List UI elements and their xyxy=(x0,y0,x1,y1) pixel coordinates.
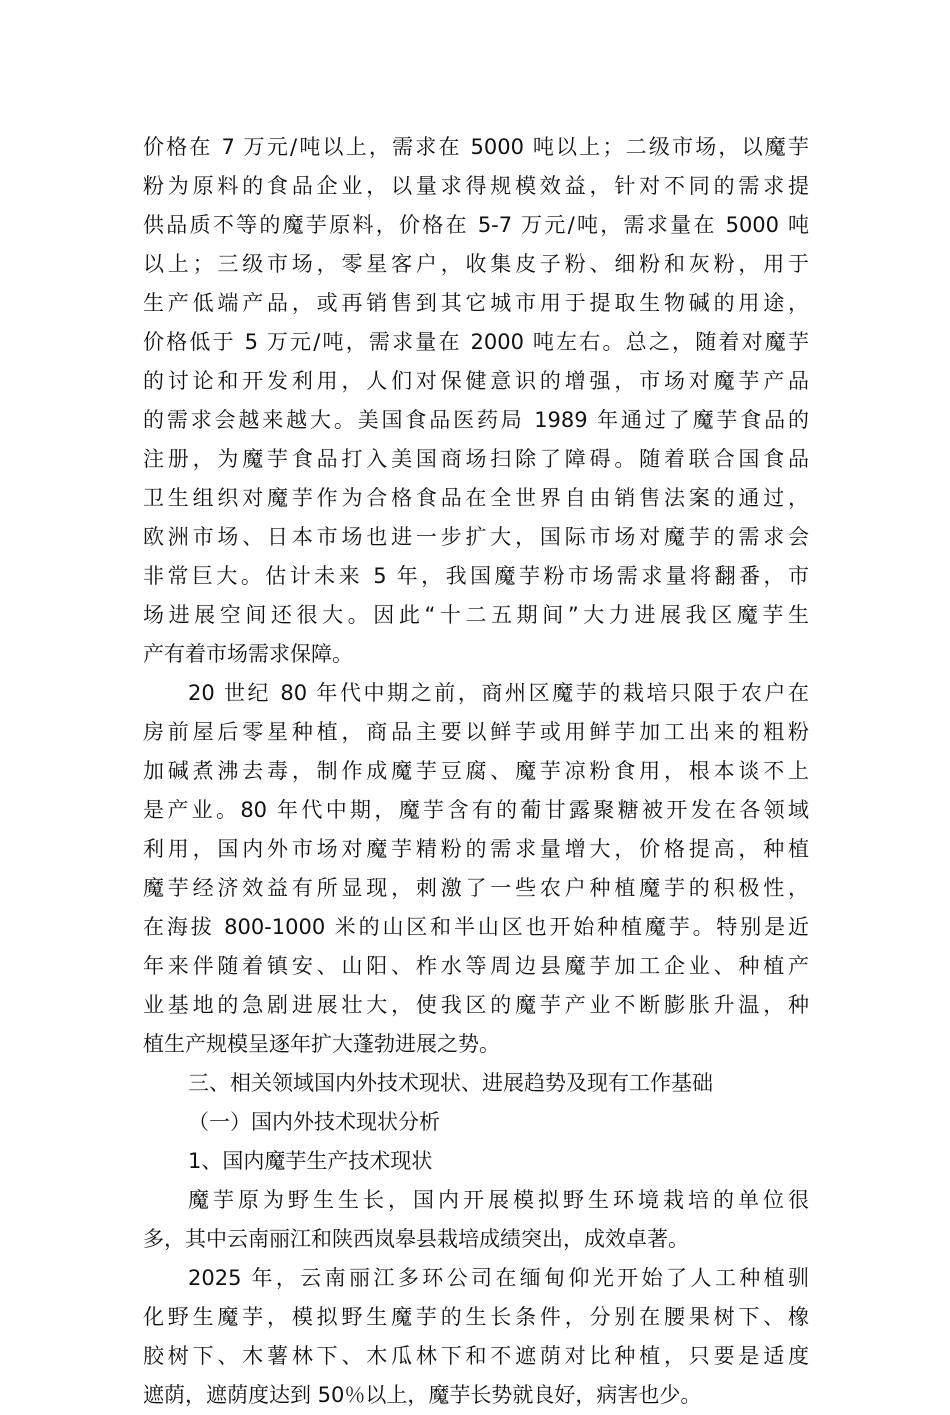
paragraph xyxy=(143,128,809,674)
text-line: 多，其中云南丽江和陕西岚皋县栽培成绩突出，成效卓著。 xyxy=(143,1227,689,1251)
paragraph xyxy=(143,1181,809,1259)
text-line: 的讨论和开发利用，人们对保健意识的增强，市场对魔芋产品 xyxy=(143,369,809,393)
paragraph xyxy=(143,1259,809,1415)
text-line: （一）国内外技术现状分析 xyxy=(188,1110,440,1134)
text-line: 欧洲市场、日本市场也进一步扩大，国际市场对魔芋的需求会 xyxy=(143,525,809,549)
text-line: 卫生组织对魔芋作为合格食品在全世界自由销售法案的通过， xyxy=(143,486,809,510)
text-line: 三、相关领域国内外技术现状、进展趋势及现有工作基础 xyxy=(188,1071,713,1095)
text-line: 加碱煮沸去毒，制作成魔芋豆腐、魔芋凉粉食用，根本谈不上 xyxy=(143,759,809,783)
text-line: 的需求会越来越大。美国食品医药局 1989 年通过了魔芋食品的 xyxy=(143,408,809,432)
text-line: 房前屋后零星种植，商品主要以鲜芋或用鲜芋加工出来的粗粉 xyxy=(143,720,809,744)
text-line: 20 世纪 80 年代中期之前，商州区魔芋的栽培只限于农户在 xyxy=(188,681,809,705)
text-line: 业基地的急剧进展壮大，使我区的魔芋产业不断膨胀升温，种 xyxy=(143,993,809,1017)
text-line: 2025 年，云南丽江多环公司在缅甸仰光开始了人工种植驯 xyxy=(188,1266,809,1290)
text-line: 遮荫，遮荫度达到 50％以上，魔芋长势就良好，病害也少。 xyxy=(143,1383,702,1407)
text-line: 非常巨大。估计未来 5 年，我国魔芋粉市场需求量将翻番，市 xyxy=(143,564,809,588)
text-line: 魔芋原为野生生长，国内开展模拟野生环境栽培的单位很 xyxy=(188,1188,809,1212)
text-line: 胶树下、木薯林下、木瓜林下和不遮荫对比种植，只要是适度 xyxy=(143,1344,809,1368)
text-line: 植生产规模呈逐年扩大蓬勃进展之势。 xyxy=(143,1032,500,1056)
text-line: 魔芋经济效益有所显现，刺激了一些农户种植魔芋的积极性， xyxy=(143,876,809,900)
text-line: 1、国内魔芋生产技术现状 xyxy=(188,1149,433,1173)
text-line: 生产低端产品，或再销售到其它城市用于提取生物碱的用途， xyxy=(143,291,809,315)
text-line: 供品质不等的魔芋原料，价格在 5-7 万元/吨，需求量在 5000 吨 xyxy=(143,213,809,237)
text-line: 是产业。80 年代中期，魔芋含有的葡甘露聚糖被开发在各领域 xyxy=(143,798,809,822)
text-line: 在海拔 800-1000 米的山区和半山区也开始种植魔芋。特别是近 xyxy=(143,915,809,939)
text-line: 化野生魔芋，模拟野生魔芋的生长条件，分别在腰果树下、橡 xyxy=(143,1305,809,1329)
text-line: 年来伴随着镇安、山阳、柞水等周边县魔芋加工企业、种植产 xyxy=(143,954,809,978)
document-page xyxy=(143,128,809,1415)
paragraph xyxy=(143,674,809,1064)
text-line: 价格低于 5 万元/吨，需求量在 2000 吨左右。总之，随着对魔芋 xyxy=(143,330,809,354)
text-line: 利用，国内外市场对魔芋精粉的需求量增大，价格提高，种植 xyxy=(143,837,809,861)
sub-subsection-heading xyxy=(143,1142,809,1181)
text-line: 价格在 7 万元/吨以上，需求在 5000 吨以上；二级市场，以魔芋 xyxy=(143,135,809,159)
text-line: 以上；三级市场，零星客户，收集皮子粉、细粉和灰粉，用于 xyxy=(143,252,809,276)
subsection-heading xyxy=(143,1103,809,1142)
text-line: 场进展空间还很大。因此“十二五期间”大力进展我区魔芋生 xyxy=(143,603,809,627)
text-line: 注册，为魔芋食品打入美国商场扫除了障碍。随着联合国食品 xyxy=(143,447,809,471)
text-line: 粉为原料的食品企业，以量求得规模效益，针对不同的需求提 xyxy=(143,174,809,198)
section-heading xyxy=(143,1064,809,1103)
text-line: 产有着市场需求保障。 xyxy=(143,642,353,666)
